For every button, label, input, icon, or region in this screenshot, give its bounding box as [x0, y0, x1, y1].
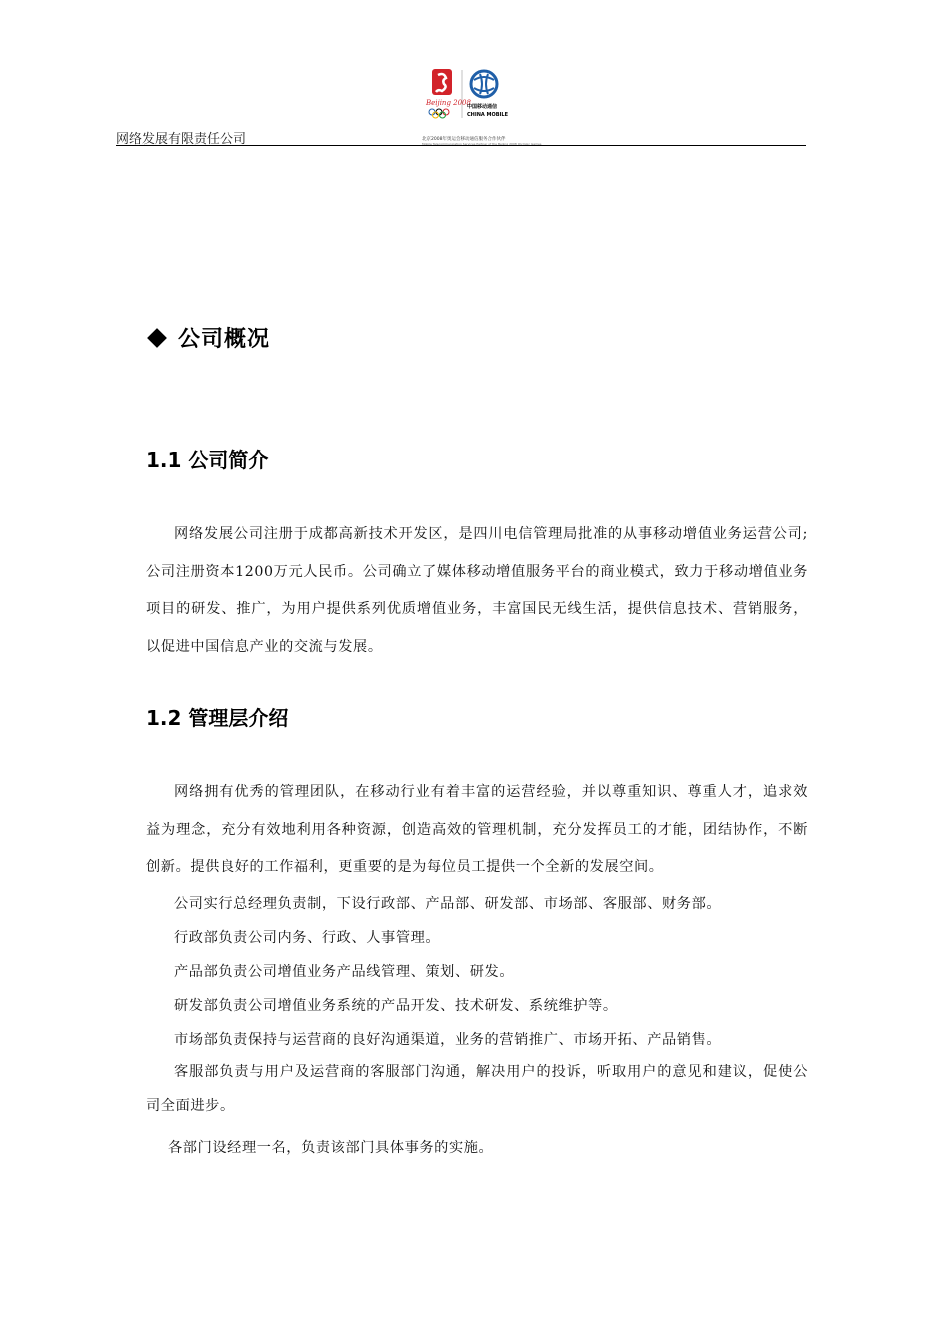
intro-heading: 1.1 公司简介: [146, 448, 269, 472]
product-dept-line: 产品部负责公司增值业务产品线管理、策划、研发。: [174, 964, 515, 980]
sponsor-logo: [422, 66, 542, 146]
logo-beijing-text: Beijing 2008: [426, 99, 471, 107]
section-title: [146, 322, 270, 353]
admin-dept-line: 行政部负责公司内务、行政、人事管理。: [174, 930, 441, 946]
org-structure-line: 公司实行总经理负责制，下设行政部、产品部、研发部、市场部、客服部、财务部。: [174, 896, 722, 912]
diamond-bullet-icon: [147, 328, 167, 348]
marketing-dept-line: 市场部负责保持与运营商的良好沟通渠道，业务的营销推广、市场开拓、产品销售。: [174, 1032, 722, 1048]
company-name: 网络发展有限责任公司: [116, 132, 247, 147]
manager-line: 各部门设经理一名，负责该部门具体事务的实施。: [168, 1140, 494, 1156]
management-paragraph: 网络拥有优秀的管理团队，在移动行业有着丰富的运营经验，并以尊重知识、尊重人才，追求效益为理念，充分有效地利用各种资源，创造高效的管理机制，充分发挥员工的才能，团结协作，不断创新。提供良好的工作福利，更重要的是为每位员工提供一个全新的发展空间。: [146, 784, 808, 875]
header-rule: [116, 145, 806, 146]
logo-caption-sub: Mobile Telecommunication Services Partner of the Beijing 2008 Olympic Games: [422, 142, 542, 146]
intro-paragraph: 网络发展公司注册于成都高新技术开发区，是四川电信管理局批准的从事移动增值业务运营公司; 公司注册资本1200万元人民币。公司确立了媒体移动增值服务平台的商业模式，致力于移动增值业务项目的研发、推广，为用户提供系列优质增值业务，丰富国民无线生活，提供信息技术、营销服务，以促进中国信息产业的交流与发展。: [146, 526, 808, 655]
rd-dept-line: 研发部负责公司增值业务系统的产品开发、技术研发、系统维护等。: [174, 998, 618, 1014]
section-title-text: 公司概况: [178, 327, 271, 352]
management-heading: 1.2 管理层介绍: [146, 706, 289, 730]
china-mobile-cn: 中国移动通信: [467, 104, 498, 110]
olympic-china-mobile-logo-icon: [422, 66, 522, 136]
logo-caption: 北京2008年奥运会移动通信服务合作伙伴: [422, 137, 506, 142]
service-dept-paragraph: 客服部负责与用户及运营商的客服部门沟通，解决用户的投诉，听取用户的意见和建议，促使公司全面进步。: [146, 1064, 808, 1114]
page-header: [116, 62, 806, 148]
china-mobile-en: CHINA MOBILE: [467, 112, 509, 118]
